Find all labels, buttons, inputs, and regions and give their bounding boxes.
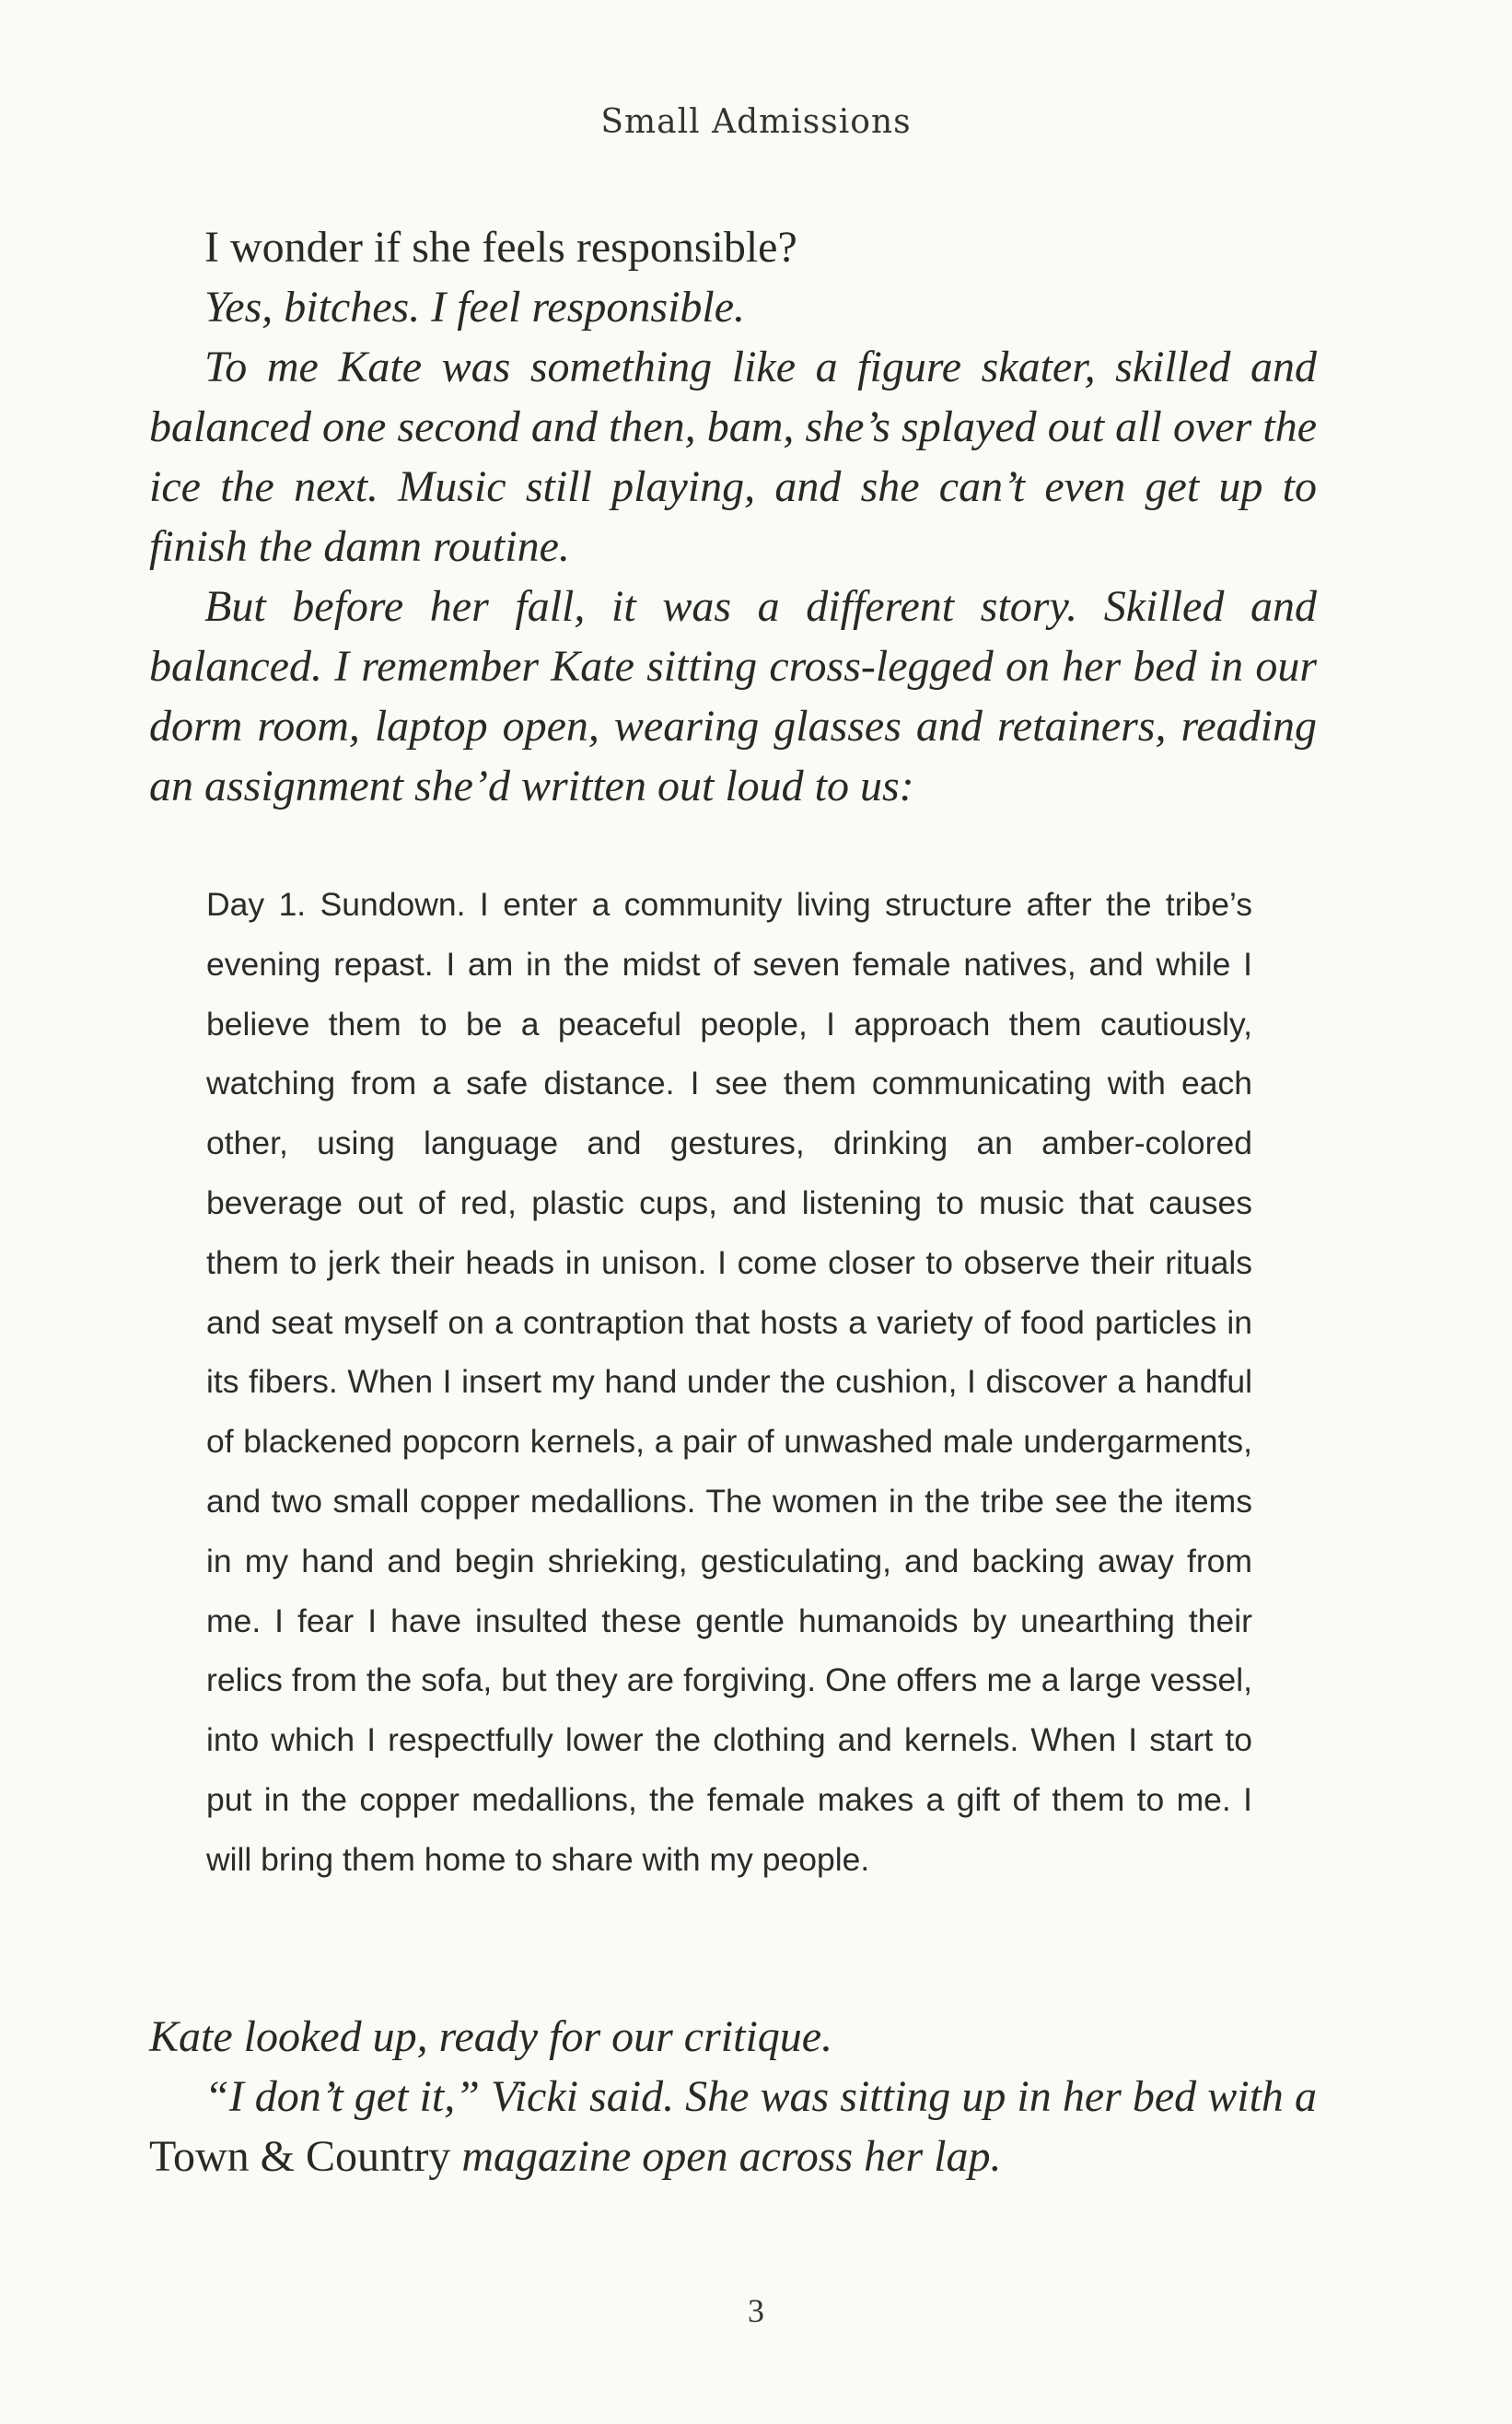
running-head: Small Admissions	[600, 103, 912, 141]
page-number: 3	[748, 2292, 764, 2329]
intro-line-2: Yes, bitches. I feel responsible.	[204, 283, 746, 332]
outro-paragraph-end: magazine open across her lap.	[461, 2132, 1002, 2181]
assignment-excerpt	[206, 875, 1252, 1890]
magazine-title: Town & Country	[149, 2132, 451, 2181]
intro-paragraph-1: To me Kate was something like a figure skater, skilled and balanced one second and then, bam, she’s splayed out all over the ice the next. Music still playing, and she can’t even get up to finish the damn routine.	[149, 343, 1317, 571]
excerpt-paragraph: Day 1. Sundown. I enter a community living structure after the tribe’s evening repast. I am in the midst of seven female natives, and while I believe them to be a peaceful people, I approach them cautiously, watching from a safe distance. I see them communicating with each other, using language and gestures, drinking an amber-colored beverage out of red, plastic cups, and listening to music that causes them to jerk their heads in unison. I come closer to observe their rituals and seat myself on a contraption that hosts a variety of food particles in its fibers. When I insert my hand under the cushion, I discover a handful of blackened popcorn kernels, a pair of unwashed male undergarments, and two small copper medallions. The women in the tribe see the items in my hand and begin shrieking, gesticulating, and backing away from me. I fear I have insulted these gentle humanoids by unearthing their relics from the sofa, but they are forgiving. One offers me a large vessel, into which I respectfully lower the clothing and kernels. When I start to put in the copper medallions, the female makes a gift of them to me. I will bring them home to share with my people.	[206, 886, 1252, 1878]
outro-line-1: Kate looked up, ready for our critique.	[149, 2012, 833, 2061]
intro-line-1: I wonder if she feels responsible?	[204, 223, 797, 272]
intro-paragraph-2: But before her fall, it was a different story. Skilled and balanced. I remember Kate sitting cross-legged on her bed in our dorm room, laptop open, wearing glasses and retainers, reading an assignment she’d written out loud to us:	[149, 582, 1317, 810]
intro-text	[149, 217, 1317, 816]
outro-paragraph	[149, 2067, 1317, 2186]
outro-paragraph-start: “I don’t get it,” Vicki said. She was sitting up in her bed with a	[204, 2072, 1317, 2121]
outro-text	[149, 2007, 1317, 2186]
